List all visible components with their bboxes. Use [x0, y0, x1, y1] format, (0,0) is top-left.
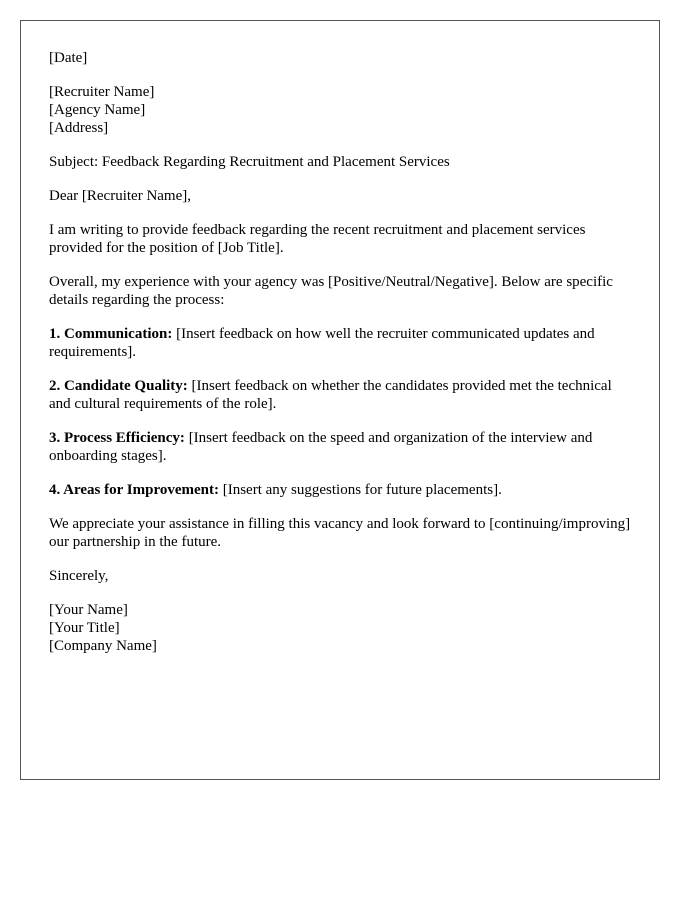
letter-signoff: Sincerely, [49, 568, 109, 584]
feedback-item-communication [49, 325, 631, 361]
sender-company: [Company Name] [49, 638, 157, 654]
closing-paragraph: We appreciate your assistance in filling this vacancy and look forward to [continuing/improving] our partnership in the future. [49, 516, 631, 550]
recipient-agency: [Agency Name] [49, 102, 146, 118]
feedback-item-candidate-quality [49, 377, 631, 413]
feedback-item-areas-for-improvement [49, 481, 631, 499]
feedback-item-label: 2. Candidate Quality: [49, 378, 188, 394]
feedback-item-label: 4. Areas for Improvement: [49, 482, 219, 498]
overall-paragraph: Overall, my experience with your agency was [Positive/Neutral/Negative]. Below are specific details regarding the process: [49, 274, 613, 308]
feedback-item-label: 3. Process Efficiency: [49, 430, 185, 446]
letter-date: [Date] [49, 50, 88, 66]
feedback-item-text: [Insert feedback on the speed and organization of the interview and onboarding stages]. [49, 430, 593, 464]
feedback-item-text: [Insert any suggestions for future placements]. [218, 482, 502, 498]
feedback-item-label: 1. Communication: [49, 326, 173, 342]
sender-block [49, 601, 631, 655]
letter-salutation: Dear [Recruiter Name], [49, 188, 192, 204]
sender-title: [Your Title] [49, 620, 120, 636]
feedback-item-process-efficiency [49, 429, 631, 465]
recipient-address: [Address] [49, 120, 109, 136]
intro-paragraph: I am writing to provide feedback regarding the recent recruitment and placement services provided for the position of [Job Title]. [49, 222, 586, 256]
recipient-block [49, 83, 631, 137]
letter-subject: Subject: Feedback Regarding Recruitment and Placement Services [49, 154, 450, 170]
sender-name: [Your Name] [49, 602, 128, 618]
recipient-name: [Recruiter Name] [49, 84, 155, 100]
feedback-item-text: [Insert feedback on how well the recruiter communicated updates and requirements]. [49, 326, 595, 360]
letter-document [20, 20, 660, 780]
feedback-item-text: [Insert feedback on whether the candidates provided met the technical and cultural requirements of the role]. [49, 378, 612, 412]
